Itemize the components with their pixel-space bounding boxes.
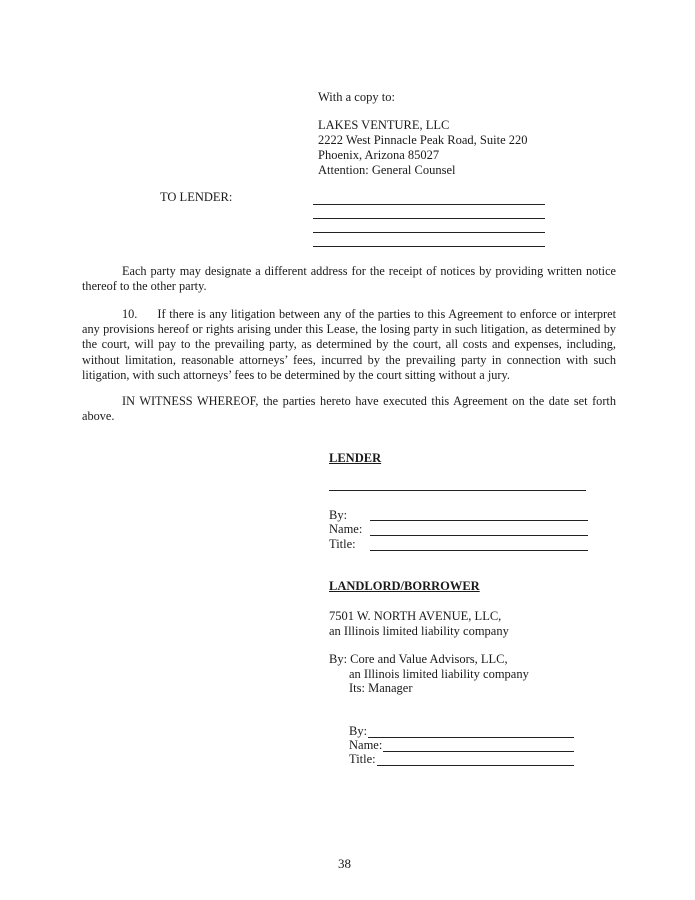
landlord-entity-desc: an Illinois limited liability company — [329, 624, 509, 638]
lender-address-line-1 — [313, 204, 545, 205]
landlord-by-line — [368, 737, 574, 738]
lender-name-label: Name: — [329, 522, 363, 536]
copy-to-intro: With a copy to: — [318, 90, 395, 104]
copy-to-company: LAKES VENTURE, LLC — [318, 118, 450, 132]
witness-paragraph — [82, 394, 616, 424]
lender-title-label: Title: — [329, 537, 356, 551]
lender-address-line-4 — [313, 246, 545, 247]
landlord-by-label: By: — [349, 724, 368, 738]
litigation-paragraph — [82, 307, 616, 383]
section-number: 10. — [122, 307, 138, 321]
lender-signature-line — [329, 490, 586, 491]
by-entity-role: Its: Manager — [349, 681, 413, 695]
copy-to-address-line2: Phoenix, Arizona 85027 — [318, 148, 440, 162]
designate-text: Each party may designate a different address for the receipt of notices by providing written notice thereof to the other party. — [82, 264, 616, 294]
landlord-name-line — [383, 751, 574, 752]
litigation-text: If there is any litigation between any of the parties to this Agreement to enforce or interpret any provisions hereof or rights arising under this Lease, the losing party in such litigation, as determined by the court, will pay to the prevailing party, as determined by the court, all costs and expenses, including, without limitation, reasonable attorneys’ fees, incurred by the prevailing party in connection with such litigation, with such attorneys’ fees to be determined by the court sitting without a jury. — [82, 307, 616, 382]
by-entity: By: Core and Value Advisors, LLC, — [329, 652, 508, 666]
landlord-heading: LANDLORD/BORROWER — [329, 579, 480, 593]
lender-by-line — [370, 520, 588, 521]
lender-name-line — [370, 535, 588, 536]
landlord-title-label: Title: — [349, 752, 376, 766]
landlord-title-line — [377, 765, 574, 766]
landlord-entity-name: 7501 W. NORTH AVENUE, LLC, — [329, 609, 502, 623]
lender-address-line-2 — [313, 218, 545, 219]
lender-heading: LENDER — [329, 451, 382, 465]
to-lender-label: TO LENDER: — [160, 190, 233, 204]
copy-to-address-line1: 2222 West Pinnacle Peak Road, Suite 220 — [318, 133, 528, 147]
page-number: 38 — [338, 856, 351, 871]
landlord-name-label: Name: — [349, 738, 383, 752]
lender-title-line — [370, 550, 588, 551]
lender-address-line-3 — [313, 232, 545, 233]
designate-paragraph — [82, 264, 616, 294]
by-entity-desc: an Illinois limited liability company — [349, 667, 529, 681]
lender-by-label: By: — [329, 508, 348, 522]
witness-text: IN WITNESS WHEREOF, the parties hereto have executed this Agreement on the date set forth above. — [82, 394, 616, 424]
copy-to-attention: Attention: General Counsel — [318, 163, 456, 177]
